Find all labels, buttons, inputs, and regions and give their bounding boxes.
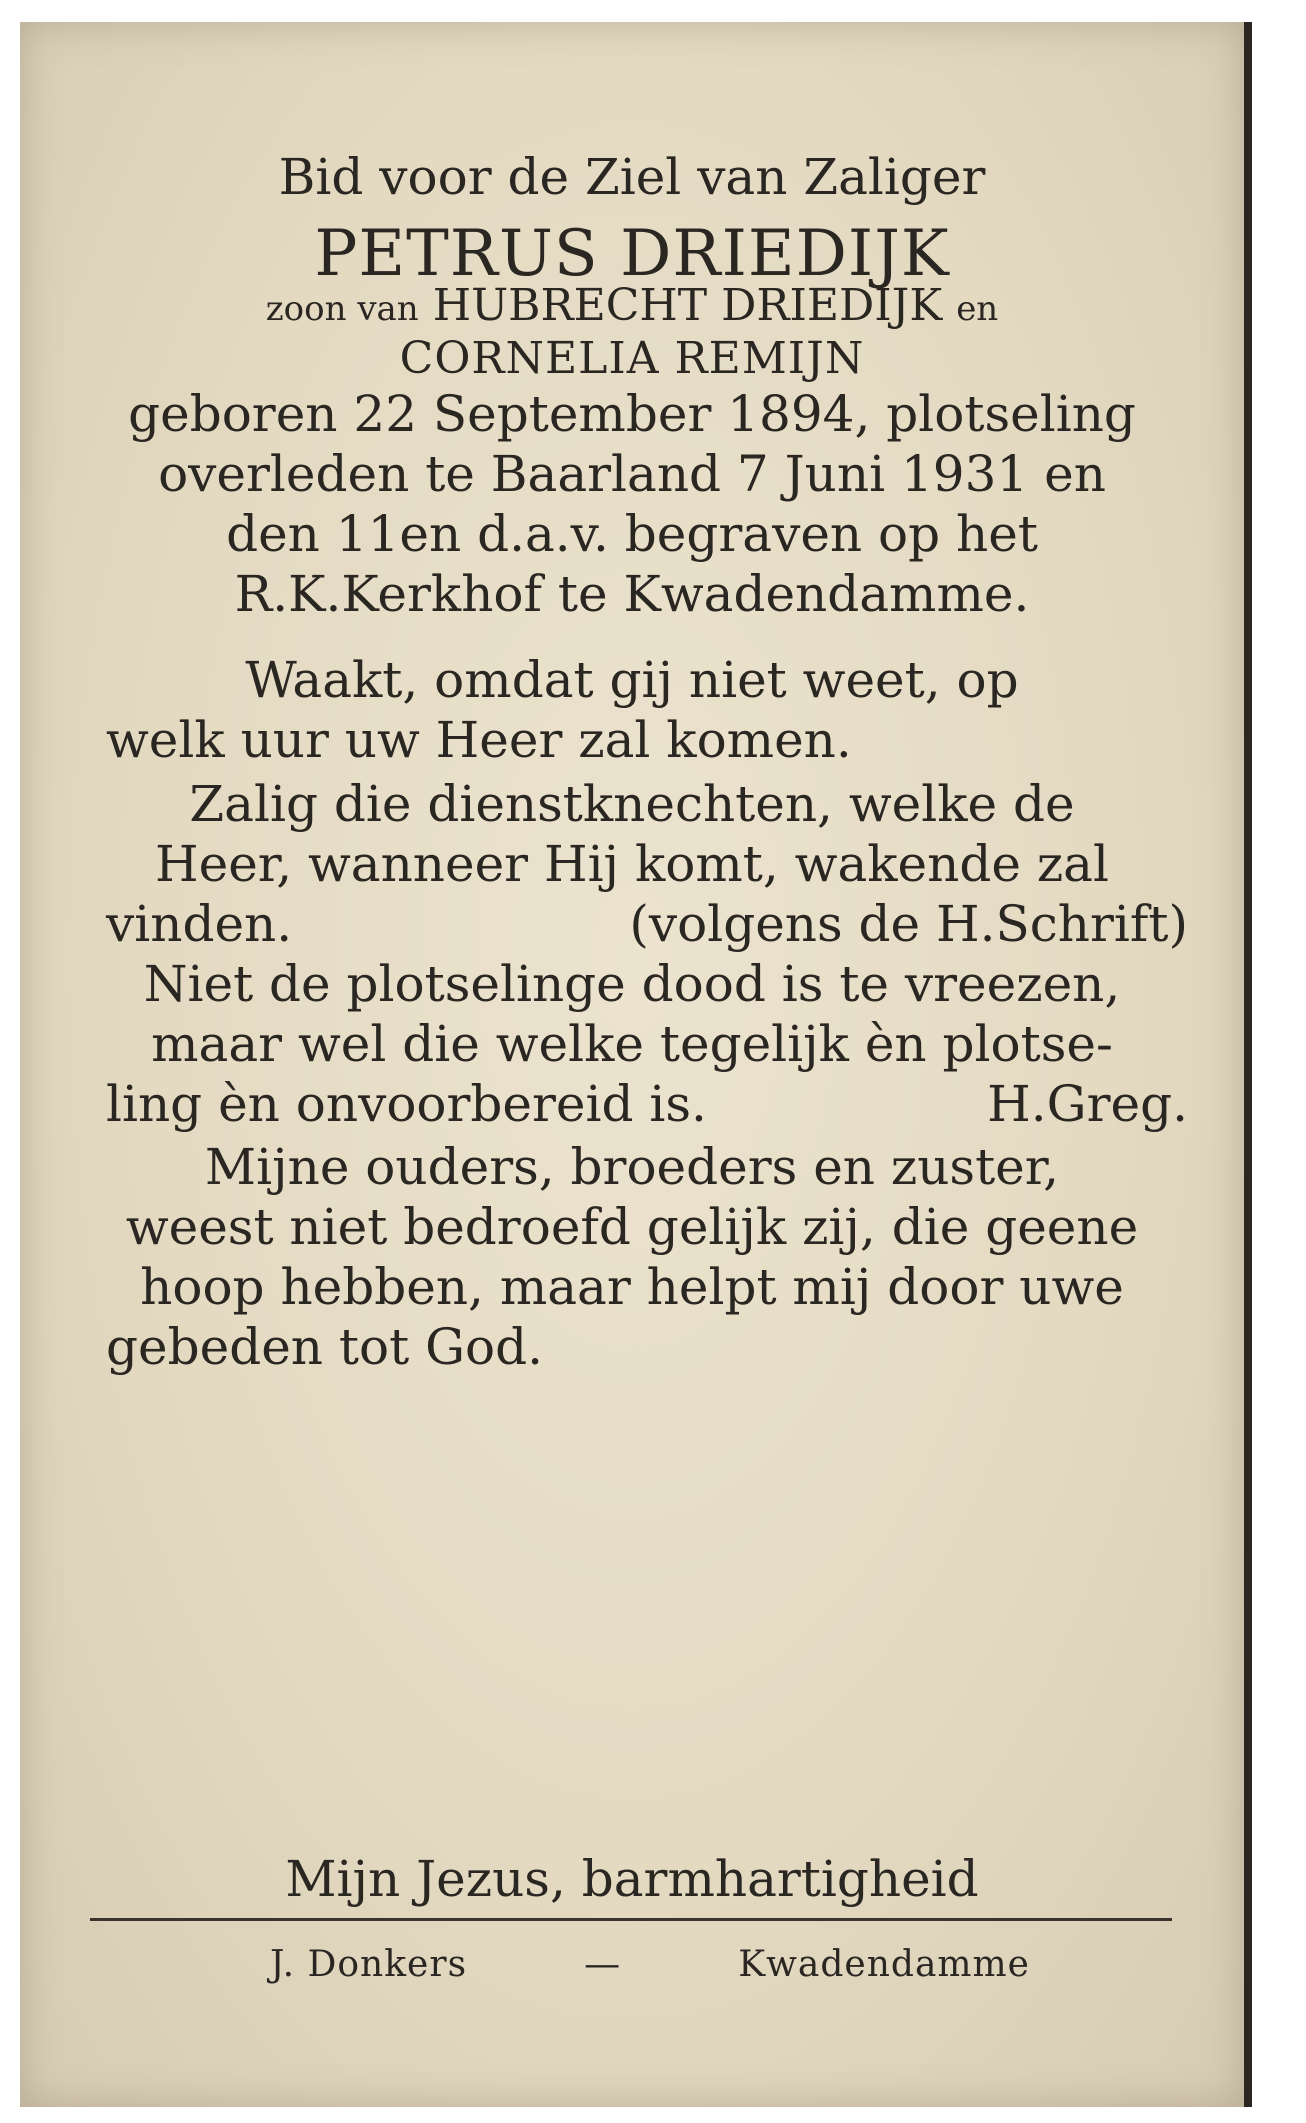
parents-conjunction: en [956,289,999,329]
verse-source: H.Greg. [987,1075,1188,1133]
verse-line: Waakt, omdat gij niet weet, op [245,651,1019,709]
printer-town: Kwadendamme [738,1944,1030,1985]
closing-prayer: Mijn Jezus, barmhartigheid [285,1850,979,1908]
deceased-name: PETRUS DRIEDIJK [314,217,950,291]
verse-line-with-source [106,1075,1188,1133]
verse-line: Niet de plotselinge dood is te vreezen, [143,955,1121,1013]
verse-line: gebeden tot God. [106,1318,544,1376]
verse-line-with-source [106,895,1188,953]
bio-line: overleden te Baarland 7 Juni 1931 en [158,445,1106,503]
parents-prefix: zoon van [265,289,419,329]
bio-line: geboren 22 September 1894, plotseling [128,385,1136,443]
verse-line: ling èn onvoorbereid is. [106,1075,707,1133]
bio-line: den 11en d.a.v. begraven op het [226,505,1038,563]
verse-line: Heer, wanneer Hij komt, wakende zal [155,835,1109,893]
verse-line: maar wel die welke tegelijk èn plotse- [151,1015,1113,1073]
father-name: HUBRECHT DRIEDIJK [432,280,943,331]
memorial-card [20,22,1252,2107]
verse-line: vinden. [106,895,293,953]
footer-divider [90,1918,1172,1921]
verse-source: (volgens de H.Schrift) [629,895,1188,953]
printer-footer [270,1944,1030,1985]
verse-line: weest niet bedroefd gelijk zij, die geene [125,1198,1139,1256]
verse-line: Mijne ouders, broeders en zuster, [204,1138,1060,1196]
footer-dash: — [584,1944,622,1985]
mother-name: CORNELIA REMIJN [399,333,865,384]
verse-line: Zalig die dienstknechten, welke de [189,775,1075,833]
parents-line [20,280,1244,331]
bio-line: R.K.Kerkhof te Kwadendamme. [234,565,1030,623]
card-heading: Bid voor de Ziel van Zaliger [278,148,986,206]
verse-line: hoop hebben, maar helpt mij door uwe [140,1258,1124,1316]
printer-name: J. Donkers [270,1944,468,1985]
verse-line: welk uur uw Heer zal komen. [106,711,852,769]
